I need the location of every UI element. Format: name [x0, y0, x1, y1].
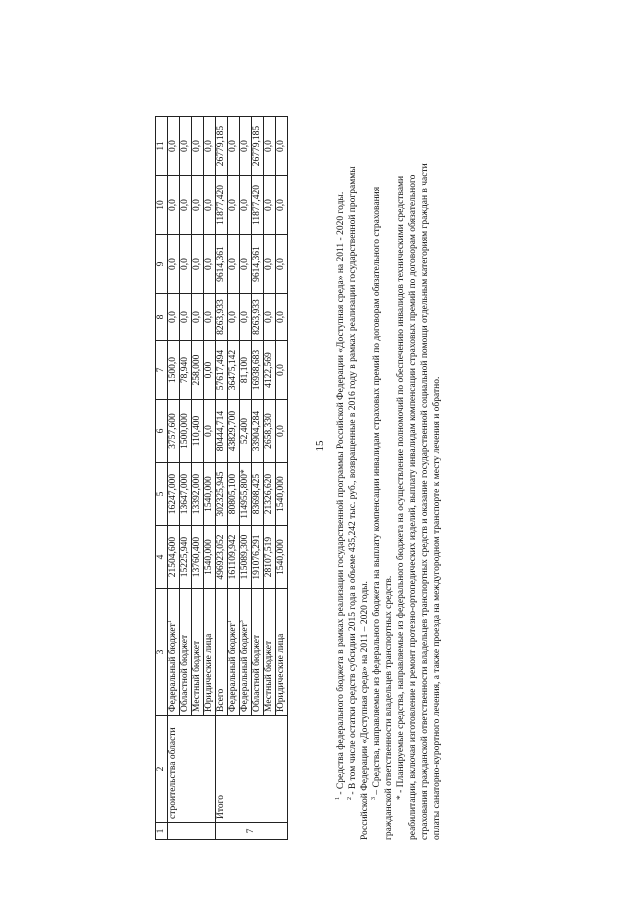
value-cell: 4122,569: [264, 341, 276, 400]
value-cell: 0,0: [168, 294, 180, 341]
funding-source-label: Федеральный бюджет: [240, 623, 250, 712]
value-cell: 0,00: [204, 341, 216, 400]
value-cell: 0,0: [180, 294, 192, 341]
value-cell: 0,0: [228, 176, 240, 235]
value-cell: 115089,300: [240, 526, 252, 589]
funding-source-cell: [168, 589, 180, 716]
value-cell: 0,0: [168, 235, 180, 294]
value-cell: 0,0: [204, 117, 216, 176]
total-group: [216, 117, 288, 840]
value-cell: 161109,942: [228, 526, 240, 589]
footnote-4-cont: страхования гражданской ответственности владельцев транспортных средств и оказание государственной социальной помощи отдельным категориям граждан в части: [420, 163, 430, 840]
footnote-3: [371, 50, 383, 840]
value-cell: 21326,620: [264, 463, 276, 526]
value-cell: 9614,361: [216, 235, 228, 294]
footnotes: [335, 50, 443, 840]
value-cell: 16247,000: [168, 463, 180, 526]
prev-group: [168, 117, 216, 840]
value-cell: 0,0: [180, 117, 192, 176]
value-cell: 0,0: [240, 294, 252, 341]
footnote-1: [335, 50, 347, 840]
value-cell: 13647,000: [180, 463, 192, 526]
table-header-row: [156, 117, 168, 840]
value-cell: 1500,000: [180, 400, 192, 463]
footnote-2: [347, 50, 359, 840]
value-cell: 26779,185: [216, 117, 228, 176]
value-cell: 43829,700: [228, 400, 240, 463]
funding-source-cell: [180, 589, 192, 716]
value-cell: 83698,425: [252, 463, 264, 526]
value-cell: 0,0: [276, 294, 288, 341]
value-cell: 0,0: [264, 294, 276, 341]
value-cell: 0,0: [192, 235, 204, 294]
value-cell: 1540,000: [204, 526, 216, 589]
value-cell: 0,0: [228, 294, 240, 341]
footnote-ref: 1: [226, 620, 233, 624]
funding-source-label: Юридические лица: [276, 633, 286, 712]
group-label-cell: строительства области: [168, 716, 216, 823]
funding-source-label: Юридические лица: [204, 633, 214, 712]
funding-source-cell: [252, 589, 264, 716]
footnote-text: - В том числе остатки средств субсидии 2015 года в объеме 435,242 тыс. руб., возвращенные в 2016 году в рамках реализации государственной программы: [348, 166, 358, 797]
funding-source-label: Областной бюджет: [180, 634, 190, 712]
funding-source-label: Областной бюджет: [252, 634, 262, 712]
value-cell: 1540,000: [276, 463, 288, 526]
value-cell: 81,100: [240, 341, 252, 400]
value-cell: 0,0: [264, 176, 276, 235]
header-cell: 2: [156, 716, 168, 823]
footnote-text: - Средства федерального бюджета в рамках реализации государственной программы Российской Федерации «Доступная среда» на 2011 - 2020 годы.: [336, 191, 346, 797]
funding-source-cell: [276, 589, 288, 716]
footnote-ref: 1: [166, 620, 173, 624]
funding-source-label: Местный бюджет: [264, 640, 274, 712]
footnote-4-cont: оплаты санаторно-курортного лечения, а также проезда на междугородном транспорте к месту лечения и обратно.: [432, 376, 442, 840]
value-cell: 258,000: [192, 341, 204, 400]
value-cell: 0,0: [168, 117, 180, 176]
header-cell: 7: [156, 341, 168, 400]
value-cell: 110,400: [192, 400, 204, 463]
value-cell: 0,0: [192, 176, 204, 235]
value-cell: 8263,933: [216, 294, 228, 341]
funding-source-cell: [192, 589, 204, 716]
value-cell: 0,0: [276, 341, 288, 400]
footnote-2-cont: Российской Федерации «Доступная среда» на 2011 – 2020 годы.: [360, 581, 370, 840]
budget-table: [155, 116, 288, 840]
value-cell: 0,0: [180, 176, 192, 235]
value-cell: 80805,100: [228, 463, 240, 526]
header-cell: 5: [156, 463, 168, 526]
value-cell: 0,0: [264, 235, 276, 294]
row-number-cell: 7: [216, 823, 288, 840]
footnote-3-cont: гражданской ответственности владельцев транспортных средств.: [384, 575, 394, 840]
value-cell: 0,0: [204, 235, 216, 294]
value-cell: 0,0: [228, 117, 240, 176]
value-cell: 0,0: [192, 117, 204, 176]
value-cell: 28107,519: [264, 526, 276, 589]
value-cell: 0,0: [264, 117, 276, 176]
value-cell: 16938,683: [252, 341, 264, 400]
funding-source-label: Федеральный бюджет: [168, 623, 178, 712]
value-cell: 0,0: [240, 117, 252, 176]
funding-source-label: Местный бюджет: [192, 640, 202, 712]
header-cell: 4: [156, 526, 168, 589]
value-cell: 0,0: [180, 235, 192, 294]
table-row: [216, 117, 228, 840]
table-row: [168, 117, 180, 840]
value-cell: 0,0: [276, 400, 288, 463]
value-cell: 0,0: [276, 117, 288, 176]
header-cell: 9: [156, 235, 168, 294]
footnote-4-cont: реабилитации, включая изготовление и ремонт протезно-ортопедических изделий, выплату инвалидам компенсации страховых премий по договорам обязательного: [408, 174, 418, 840]
footnote-mark: 1: [334, 797, 341, 800]
value-cell: 13392,000: [192, 463, 204, 526]
value-cell: 1500,0: [168, 341, 180, 400]
value-cell: 11877,420: [216, 176, 228, 235]
funding-source-label: Всего: [216, 688, 226, 712]
value-cell: 0,0: [276, 176, 288, 235]
footnote-ref: 3: [238, 620, 245, 624]
value-cell: 21504,600: [168, 526, 180, 589]
footnote-text: – Средства, направляемые из федерального бюджета на выплату компенсации инвалидам страховых премий по договорам обязательного страхования: [372, 186, 382, 797]
header-cell: 3: [156, 589, 168, 716]
value-cell: 36475,142: [228, 341, 240, 400]
footnote-mark: 3: [370, 797, 377, 800]
funding-source-cell: [240, 589, 252, 716]
value-cell: 0,0: [168, 176, 180, 235]
value-cell: 0,0: [204, 176, 216, 235]
value-cell: 2658,330: [264, 400, 276, 463]
value-cell: 15225,940: [180, 526, 192, 589]
value-cell: 0,0: [204, 294, 216, 341]
value-cell: 0,0: [228, 235, 240, 294]
funding-source-cell: [264, 589, 276, 716]
value-cell: 0,0: [276, 235, 288, 294]
header-cell: 6: [156, 400, 168, 463]
value-cell: 33904,284: [252, 400, 264, 463]
value-cell: 191076,291: [252, 526, 264, 589]
funding-source-cell: [216, 589, 228, 716]
value-cell: 13760,400: [192, 526, 204, 589]
value-cell: 11877,420: [252, 176, 264, 235]
funding-source-label: Федеральный бюджет: [228, 623, 238, 712]
value-cell: 80444,714: [216, 400, 228, 463]
funding-source-cell: [204, 589, 216, 716]
value-cell: 1540,000: [204, 463, 216, 526]
rotated-content: [75, 30, 475, 880]
value-cell: 52,400: [240, 400, 252, 463]
row-number-cell: [168, 823, 216, 840]
footnote-mark: 2: [346, 797, 353, 800]
footnote-4: * - Планируемые средства, направляемые из федерального бюджета на осуществление полномочий по обеспечению инвалидов техническими средствами: [396, 175, 406, 800]
value-cell: 302325,945: [216, 463, 228, 526]
value-cell: 0,0: [192, 294, 204, 341]
value-cell: 1540,000: [276, 526, 288, 589]
value-cell: 0,0: [240, 176, 252, 235]
value-cell: 57617,494: [216, 341, 228, 400]
page-number: 15: [314, 440, 326, 452]
header-cell: 11: [156, 117, 168, 176]
value-cell: 8263,933: [252, 294, 264, 341]
value-cell: 9614,361: [252, 235, 264, 294]
header-cell: 10: [156, 176, 168, 235]
value-cell: 3757,600: [168, 400, 180, 463]
group-label-cell: Итого: [216, 716, 288, 823]
value-cell: 0,0: [240, 235, 252, 294]
funding-source-cell: [228, 589, 240, 716]
value-cell: 26779,185: [252, 117, 264, 176]
value-cell: 0,0: [204, 400, 216, 463]
value-cell: 78,940: [180, 341, 192, 400]
value-cell: 496923,052: [216, 526, 228, 589]
header-cell: 1: [156, 823, 168, 840]
header-cell: 8: [156, 294, 168, 341]
value-cell: 114955,800*: [240, 463, 252, 526]
